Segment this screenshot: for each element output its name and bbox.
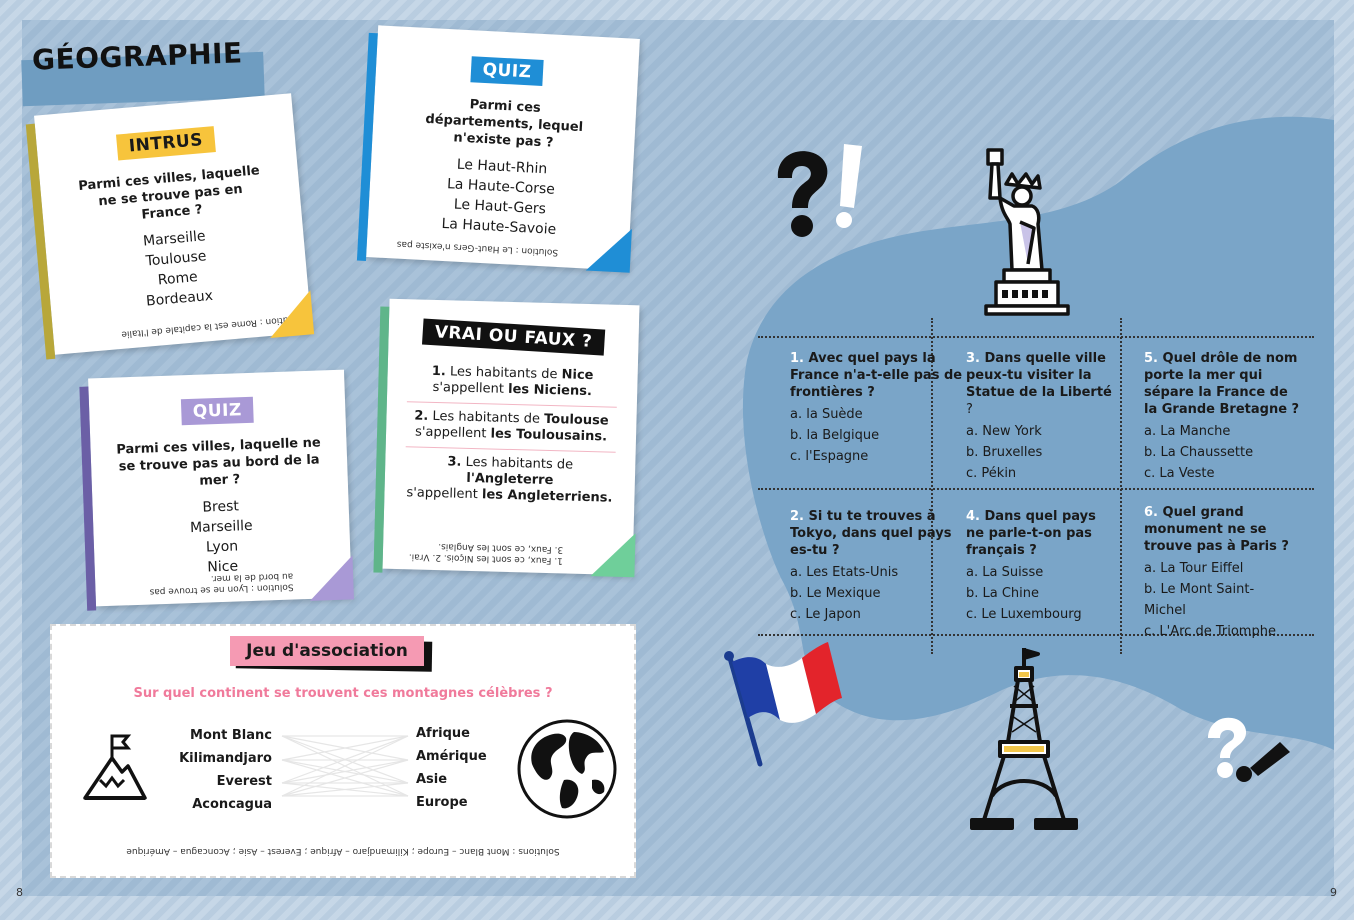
- quiz1-question: Parmi ces départements, lequel n'existe pas ?: [425, 97, 584, 151]
- option: Toulouse: [145, 248, 208, 270]
- vrai-faux-item: 1. Les habitants de Nice s'appellent les Niciens.: [407, 357, 618, 407]
- page-number-right: 9: [1330, 886, 1337, 899]
- quiz-answers: [790, 562, 975, 625]
- quiz-grid: [758, 318, 1314, 654]
- quiz-cell: [790, 508, 975, 625]
- answer-option[interactable]: c. La Veste: [1144, 466, 1215, 481]
- quiz-answers: [1144, 421, 1304, 484]
- solution-line: au bord de la mer.: [210, 570, 294, 584]
- answer-option[interactable]: a. La Manche: [1144, 424, 1231, 439]
- continent-item[interactable]: Asie: [416, 772, 448, 787]
- quiz-question: 2. Si tu te trouves à Tokyo, dans quel pays es-tu ?: [790, 509, 952, 558]
- answer-option[interactable]: a. La Suisse: [966, 565, 1044, 580]
- answer-option[interactable]: b. Bruxelles: [966, 445, 1043, 460]
- association-solution: Solutions : Mont Blanc – Europe ; Kilimandjaro – Afrique ; Everest – Asie ; Aconcagua – Amérique: [126, 846, 560, 856]
- quiz-cell: [1144, 350, 1304, 484]
- answer-option[interactable]: b. la Belgique: [790, 428, 880, 443]
- quiz2-tag: QUIZ: [180, 397, 254, 426]
- quiz-question: 1. Avec quel pays la France n'a-t-elle pas de frontières ?: [790, 351, 963, 400]
- quiz2-question: Parmi ces villes, laquelle ne se trouve pas au bord de la mer ?: [116, 435, 321, 489]
- question-exclamation-icon: [770, 138, 870, 244]
- quiz-question: 4. Dans quel pays ne parle-t-on pas français ?: [966, 509, 1096, 558]
- answer-option[interactable]: b. Le Mont Saint-Michel: [1144, 582, 1255, 618]
- quiz-cell: [1144, 504, 1294, 642]
- association-question: Sur quel continent se trouvent ces montagnes célèbres ?: [133, 686, 553, 701]
- association-panel: [50, 624, 636, 878]
- quiz-cell: [790, 350, 975, 467]
- option: Bordeaux: [145, 287, 214, 310]
- solution-line: 3. Faux, ce sont les Anglais.: [438, 541, 564, 555]
- answer-option[interactable]: c. Le Japon: [790, 607, 861, 622]
- statue-of-liberty-icon: [978, 144, 1078, 320]
- grid-line: [1120, 318, 1122, 654]
- option: Le Haut-Rhin: [456, 156, 548, 178]
- mountain-item[interactable]: Everest: [216, 774, 272, 789]
- globe-icon: [516, 718, 618, 820]
- vrai-faux-item: 3. Les habitants de l'Angleterre s'appellent les Angleterriens.: [406, 454, 613, 506]
- quiz1-card: [366, 25, 640, 270]
- answer-option[interactable]: a. La Tour Eiffel: [1144, 561, 1244, 576]
- page-fold: [266, 290, 314, 338]
- quiz-question: 3. Dans quelle ville peux-tu visiter la Statue de la Liberté ?: [966, 351, 1112, 417]
- option: La Haute-Savoie: [441, 215, 557, 238]
- vrai-faux-list: [384, 347, 638, 513]
- answer-option[interactable]: c. L'Arc de Triomphe: [1144, 624, 1276, 639]
- intrus-solution: Solution : Rome est la capitale de l'Italie: [120, 313, 303, 339]
- quiz-answers: [966, 562, 1106, 625]
- quiz-answers: [1144, 558, 1294, 642]
- option: Marseille: [189, 517, 253, 537]
- eiffel-tower-icon: [948, 646, 1100, 832]
- question-exclamation-icon: [1200, 714, 1294, 784]
- vrai-faux-solution: [409, 539, 564, 565]
- quiz1-solution: Solution : Le Haut-Gers n'existe pas: [396, 238, 559, 258]
- page-fold: [590, 532, 635, 577]
- option: Rome: [157, 269, 199, 289]
- quiz-answers: [790, 404, 975, 467]
- vrai-faux-item: 2. Les habitants de Toulouse s'appellent les Toulousains.: [406, 402, 617, 452]
- solution-line: Solution : Lyon ne se trouve pas: [149, 581, 294, 597]
- grid-line: [758, 336, 1314, 338]
- vrai-faux-card: [383, 299, 640, 575]
- answer-option[interactable]: c. l'Espagne: [790, 449, 869, 464]
- intrus-tag: INTRUS: [116, 126, 216, 160]
- quiz1-tag: QUIZ: [470, 56, 544, 86]
- mountain-item[interactable]: Mont Blanc: [190, 728, 272, 743]
- option: Marseille: [142, 228, 207, 250]
- quiz-question: 6. Quel grand monument ne se trouve pas à Paris ?: [1144, 505, 1289, 554]
- solution-line: 1. Faux, ce sont les Niçois. 2. Vrai.: [408, 551, 563, 566]
- option: Brest: [202, 498, 240, 516]
- answer-option[interactable]: a. Les Etats-Unis: [790, 565, 899, 580]
- option: La Haute-Corse: [446, 176, 556, 198]
- page-number-left: 8: [16, 886, 23, 899]
- vrai-faux-tag: VRAI OU FAUX ?: [422, 319, 605, 356]
- continent-list: [416, 722, 516, 814]
- mountain-flag-icon: [82, 730, 148, 802]
- answer-option[interactable]: b. La Chine: [966, 586, 1040, 601]
- mountain-item[interactable]: Kilimandjaro: [179, 751, 272, 766]
- option: Lyon: [205, 538, 239, 556]
- quiz-cell: [966, 350, 1116, 484]
- continent-item[interactable]: Amérique: [416, 749, 487, 764]
- page-fold: [308, 555, 354, 601]
- mountain-list: [172, 724, 272, 816]
- option: Nice: [207, 558, 239, 576]
- answer-option[interactable]: a. la Suède: [790, 407, 863, 422]
- grid-line: [758, 488, 1314, 490]
- quiz-question: 5. Quel drôle de nom porte la mer qui sépare la France de la Grande Bretagne ?: [1144, 351, 1300, 417]
- page-fold: [586, 227, 632, 273]
- quiz-cell: [966, 508, 1106, 625]
- french-flag-icon: [722, 640, 846, 768]
- page-title: GÉOGRAPHIE: [31, 36, 244, 77]
- intrus-question: Parmi ces villes, laquelle ne se trouve pas en France ?: [77, 163, 261, 223]
- answer-option[interactable]: b. Le Mexique: [790, 586, 881, 601]
- option: Le Haut-Gers: [453, 196, 547, 218]
- answer-option[interactable]: b. La Chaussette: [1144, 445, 1254, 460]
- quiz2-card: [88, 370, 352, 607]
- matching-lines: [280, 730, 410, 802]
- answer-option[interactable]: c. Pékin: [966, 466, 1017, 481]
- mountain-item[interactable]: Aconcagua: [192, 797, 272, 812]
- answer-option[interactable]: c. Le Luxembourg: [966, 607, 1082, 622]
- quiz2-solution: [149, 570, 294, 597]
- continent-item[interactable]: Europe: [416, 795, 468, 810]
- quiz-answers: [966, 421, 1116, 484]
- intrus-card: [34, 93, 312, 355]
- answer-option[interactable]: a. New York: [966, 424, 1042, 439]
- association-tag: Jeu d'association: [230, 636, 424, 666]
- continent-item[interactable]: Afrique: [416, 726, 470, 741]
